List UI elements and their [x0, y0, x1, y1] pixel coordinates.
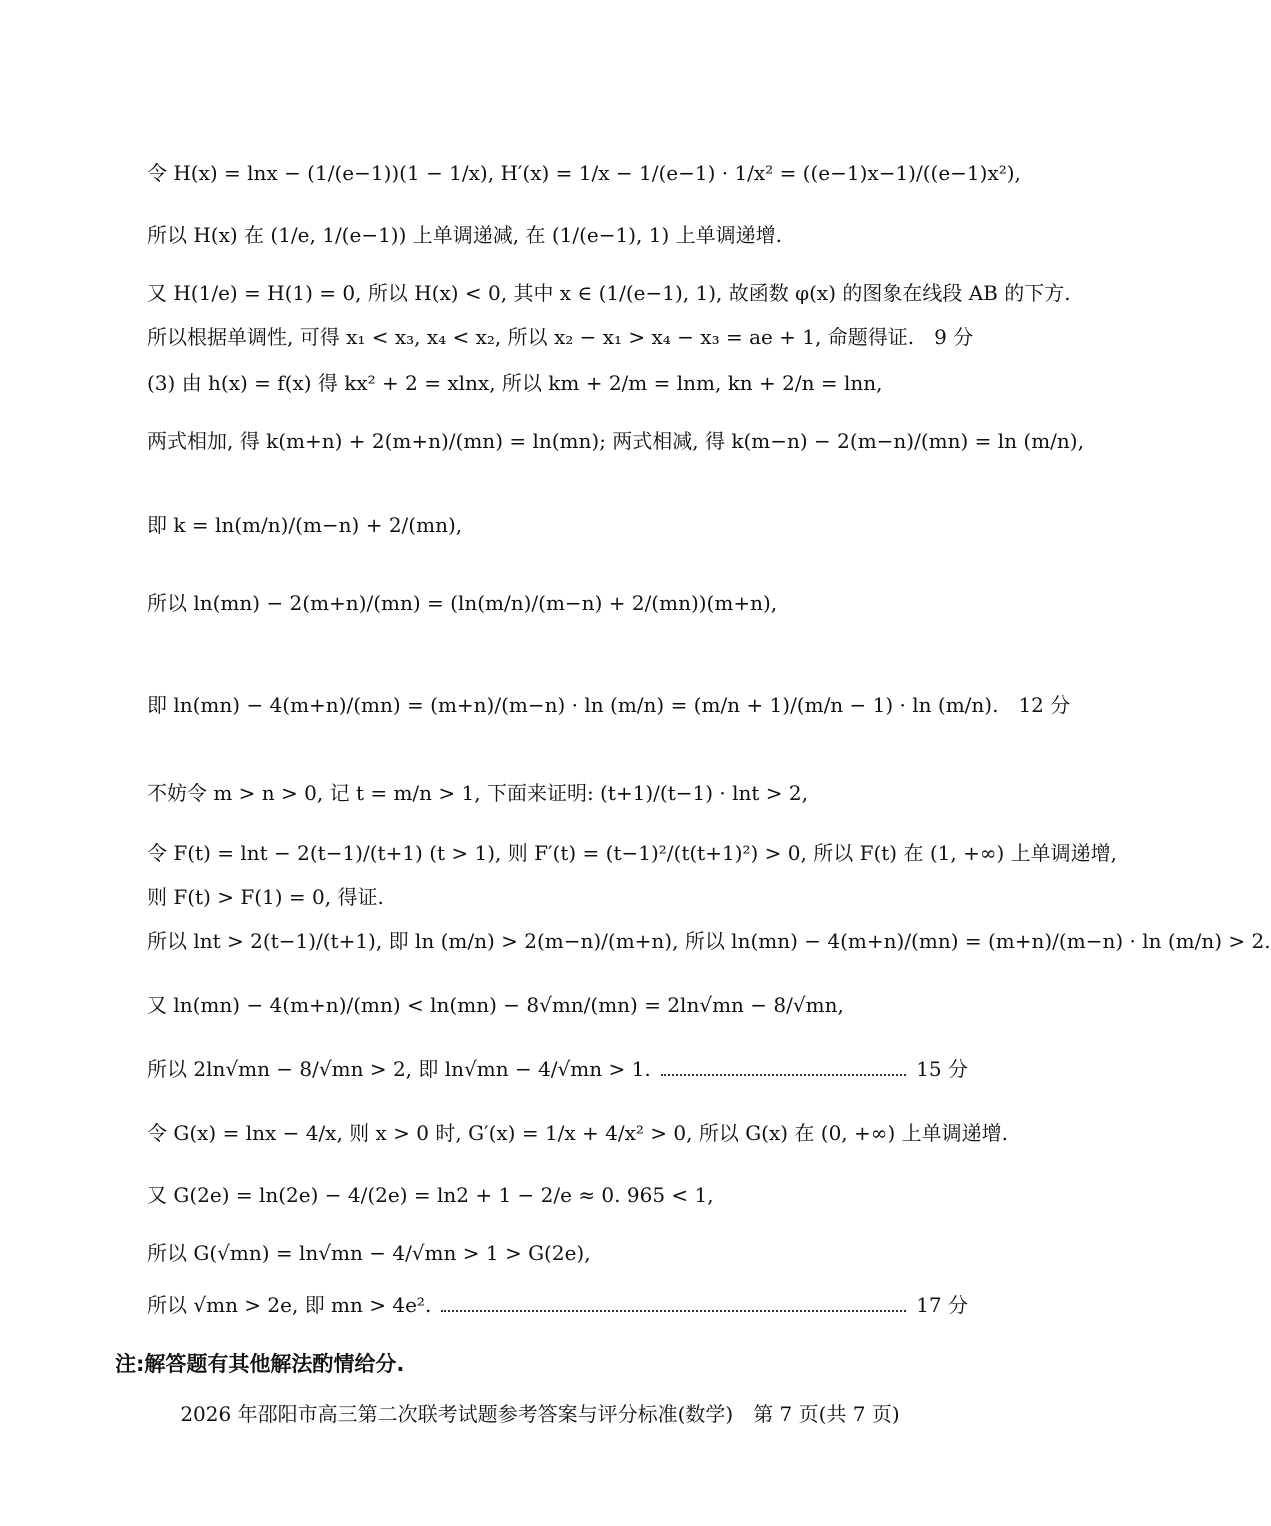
solution-line — [147, 324, 974, 350]
line-text: 令 G(x) = lnx − 4/x, 则 x > 0 时, G′(x) = 1/x + 4/x² > 0, 所以 G(x) 在 (0, +∞) 上单调递增. — [147, 1121, 1008, 1145]
line-text: 所以 2ln√mn − 8/√mn > 2, 即 ln√mn − 4/√mn > 1. — [147, 1057, 651, 1081]
solution-line — [147, 884, 968, 910]
line-text: 不妨令 m > n > 0, 记 t = m/n > 1, 下面来证明: (t+1)/(t−1) · lnt > 2, — [147, 781, 808, 805]
solution-line — [147, 1292, 968, 1318]
score-label: 15 分 — [916, 1057, 968, 1081]
solution-line — [147, 1240, 968, 1266]
line-text: 所以 √mn > 2e, 即 mn > 4e². — [147, 1293, 432, 1317]
line-text: 令 F(t) = lnt − 2(t−1)/(t+1) (t > 1), 则 F′(t) = (t−1)²/(t(t+1)²) > 0, 所以 F(t) 在 (1, +∞) 上单调递增, — [147, 841, 1117, 865]
line-text: 所以 H(x) 在 (1/e, 1/(e−1)) 上单调递减, 在 (1/(e−1), 1) 上单调递增. — [147, 223, 782, 247]
solution-line — [147, 1120, 1008, 1146]
line-text: 所以根据单调性, 可得 x₁ < x₃, x₄ < x₂, 所以 x₂ − x₁ > x₄ − x₃ = ae + 1, 命题得证. — [147, 325, 915, 349]
line-text: 所以 lnt > 2(t−1)/(t+1), 即 ln (m/n) > 2(m−n)/(m+n), 所以 ln(mn) − 4(m+n)/(mn) = (m+n)/(m−n) · ln (m/n) > 2. — [147, 929, 1271, 953]
line-text: 所以 ln(mn) − 2(m+n)/(mn) = (ln(m/n)/(m−n) + 2/(mn))(m+n), — [147, 591, 778, 615]
grading-note: 注:解答题有其他解法酌情给分. — [115, 1352, 405, 1376]
line-text: 所以 G(√mn) = ln√mn − 4/√mn > 1 > G(2e), — [147, 1241, 591, 1265]
line-text: 则 F(t) > F(1) = 0, 得证. — [147, 885, 384, 909]
solution-line — [147, 1182, 968, 1208]
solution-line — [147, 160, 1021, 186]
score-label: 17 分 — [916, 1293, 968, 1317]
score-leader — [441, 1310, 906, 1312]
line-text: 又 G(2e) = ln(2e) − 4/(2e) = ln2 + 1 − 2/e ≈ 0. 965 < 1, — [147, 1183, 714, 1207]
solution-line — [147, 590, 968, 616]
solution-line — [147, 992, 968, 1018]
solution-line — [147, 928, 1271, 954]
score-label: 9 分 — [934, 325, 974, 349]
footer-title: 2026 年邵阳市高三第二次联考试题参考答案与评分标准(数学) — [180, 1402, 734, 1426]
score-label: 12 分 — [1018, 693, 1071, 717]
solution-line — [147, 280, 1071, 306]
line-text: 令 H(x) = lnx − (1/(e−1))(1 − 1/x), H′(x) = 1/x − 1/(e−1) · 1/x² = ((e−1)x−1)/((e−1)x²), — [147, 161, 1021, 185]
solution-line — [147, 840, 1117, 866]
solution-line — [147, 370, 968, 396]
solution-line — [147, 1056, 968, 1082]
line-text: 又 ln(mn) − 4(m+n)/(mn) < ln(mn) − 8√mn/(mn) = 2ln√mn − 8/√mn, — [147, 993, 844, 1017]
line-text: 即 ln(mn) − 4(m+n)/(mn) = (m+n)/(m−n) · ln (m/n) = (m/n + 1)/(m/n − 1) · ln (m/n). — [147, 693, 999, 717]
solution-line — [147, 780, 968, 806]
line-text: 即 k = ln(m/n)/(m−n) + 2/(mn), — [147, 513, 463, 537]
solution-line — [147, 692, 1071, 718]
solution-line — [147, 428, 1084, 454]
footer-page-number: 第 7 页(共 7 页) — [753, 1402, 900, 1426]
solution-line — [147, 222, 968, 248]
line-text: 又 H(1/e) = H(1) = 0, 所以 H(x) < 0, 其中 x ∈ (1/(e−1), 1), 故函数 φ(x) 的图象在线段 AB 的下方. — [147, 281, 1071, 305]
score-leader — [661, 1074, 906, 1076]
line-text: 两式相加, 得 k(m+n) + 2(m+n)/(mn) = ln(mn); 两式相减, 得 k(m−n) − 2(m−n)/(mn) = ln (m/n), — [147, 429, 1084, 453]
page-footer — [0, 1400, 1080, 1428]
solution-line — [147, 512, 968, 538]
line-text: (3) 由 h(x) = f(x) 得 kx² + 2 = xlnx, 所以 km + 2/m = lnm, kn + 2/n = lnn, — [147, 371, 883, 395]
